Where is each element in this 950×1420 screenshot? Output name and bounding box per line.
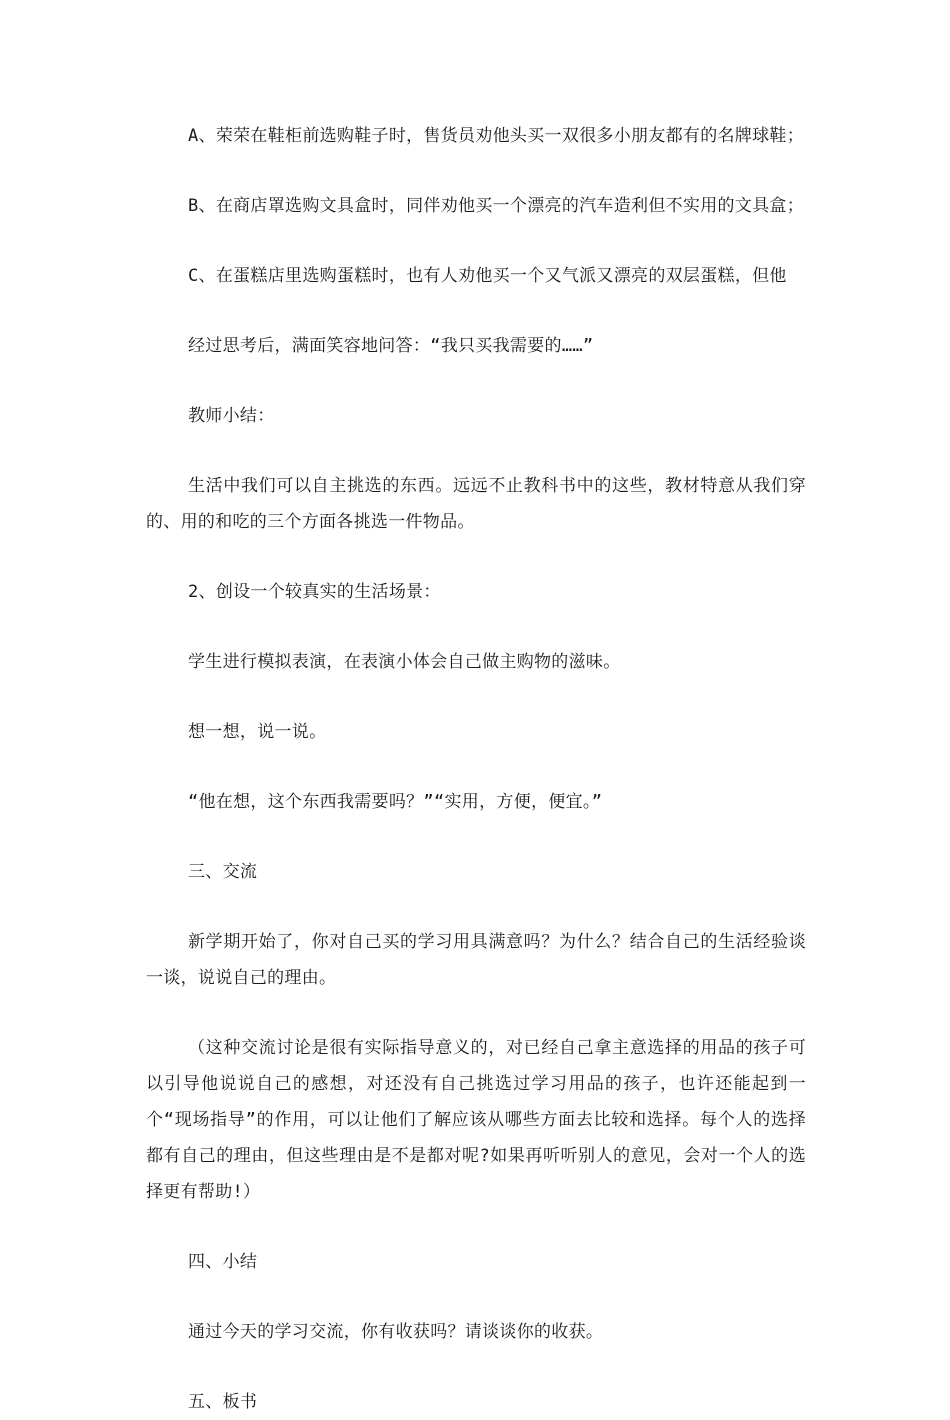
paragraph-option-b: B、在商店罩选购文具盒时，同伴劝他买一个漂亮的汽车造利但不实用的文具盒； xyxy=(188,196,805,216)
paragraph-new-term-question: 新学期开始了，你对自己买的学习用具满意吗？为什么？结合自己的生活经验谈一谈，说说自己的理由。 xyxy=(146,932,806,988)
paragraph-teacher-summary-heading: 教师小结： xyxy=(188,406,275,426)
paragraph-think-speak: 想一想，说一说。 xyxy=(188,722,327,742)
section-heading-exchange: 三、交流 xyxy=(188,862,258,882)
paragraph-harvest-question: 通过今天的学习交流，你有收获吗？请谈谈你的收获。 xyxy=(188,1322,604,1342)
paragraph-teacher-summary: 生活中我们可以自主挑选的东西。远远不止教科书中的这些，教材特意从我们穿的、用的和吃的三个方面各挑选一件物品。 xyxy=(146,476,806,532)
paragraph-option-c: C、在蛋糕店里选购蛋糕时，也有人劝他买一个又气派又漂亮的双层蛋糕，但他 xyxy=(188,266,787,286)
section-heading-blackboard: 五、板书 xyxy=(188,1392,258,1412)
paragraph-discussion-note: （这种交流讨论是很有实际指导意义的，对已经自己拿主意选择的用品的孩子可以引导他说说自己的感想，对还没有自己挑选过学习用品的孩子，也许还能起到一个“现场指导”的作用，可以让他们了解应该从哪些方面去比较和选择。每个人的选择都有自己的理由，但这些理由是不是都对呢?如果再听听别人的意见，会对一个人的选择更有帮助!） xyxy=(146,1038,806,1202)
paragraph-option-a: A、荣荣在鞋柜前选购鞋子时，售货员劝他头买一双很多小朋友都有的名牌球鞋； xyxy=(188,126,805,146)
paragraph-scenario-heading: 2、创设一个较真实的生活场景： xyxy=(188,582,441,602)
paragraph-role-play: 学生进行模拟表演，在表演小体会自己做主购物的滋味。 xyxy=(188,652,621,672)
document-body xyxy=(146,118,806,1420)
paragraph-quote: “他在想，这个东西我需要吗？”“实用，方便，便宜。” xyxy=(188,792,603,812)
section-heading-summary: 四、小结 xyxy=(188,1252,258,1272)
paragraph-answer: 经过思考后，满面笑容地问答：“我只买我需要的……” xyxy=(188,336,594,356)
